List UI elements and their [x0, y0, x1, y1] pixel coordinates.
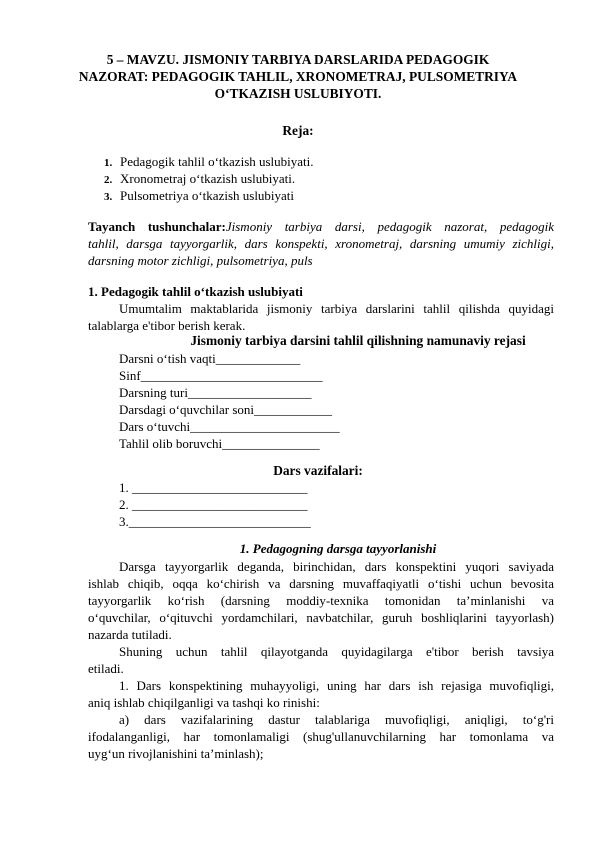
- task-line: 1. ___________________________: [119, 480, 308, 495]
- form-field: Darsdagi o‘quvchilar soni____________: [119, 402, 333, 417]
- task-line: 2. ___________________________: [119, 497, 308, 512]
- plan-item: [104, 187, 294, 206]
- paragraph-line: etiladi.: [88, 661, 124, 676]
- title-line: 5 – MAVZU. JISMONIY TARBIYA DARSLARIDA PEDAGOGIK: [106, 52, 490, 67]
- paragraph-line: tayyorgarlik ko‘rish (darsning moddiy-texnika tomonidan ta’minlanishi va: [88, 593, 554, 608]
- form-field: Darsni o‘tish vaqti_____________: [119, 351, 301, 366]
- section-heading: 1. Pedagogik tahlil o‘tkazish uslubiyati: [88, 284, 303, 299]
- form-field: Tahlil olib boruvchi_______________: [119, 436, 320, 451]
- plan-item-number: 1.: [104, 157, 113, 169]
- plan-item-text: Pedagogik tahlil o‘tkazish uslubiyati.: [120, 154, 314, 169]
- form-field: Darsning turi___________________: [119, 385, 312, 400]
- paragraph-line: ifodalanganligi, har tomonlamaligi (shug'ullanuvchilarning har tomonlama va: [88, 729, 554, 744]
- tasks-heading: Dars vazifalari:: [273, 463, 363, 478]
- key-terms-line: [88, 218, 554, 235]
- paragraph-line: talablarga e'tibor berish kerak.: [88, 318, 246, 333]
- paragraph-line: Darsga tayyorgarlik deganda, birinchidan, dars konspektini yuqori saviyada: [119, 559, 554, 574]
- key-terms-line: tahlil, darsga tayyorgarlik, dars konspekti, xronometraj, darsning umumiy zichligi,: [88, 236, 554, 251]
- paragraph-line: o‘quvchilar, o‘qituvchi yordamchilari, navbatchilar, guruh boshliqlarini tayyorlash): [88, 610, 554, 625]
- plan-item-number: 2.: [104, 174, 113, 186]
- plan-heading: Reja:: [282, 123, 314, 138]
- title-line: O‘TKAZISH USLUBIYOTI.: [214, 86, 382, 101]
- paragraph-line: Umumtalim maktablarida jismoniy tarbiya darslarini tahlil qilishda quyidagi: [119, 301, 554, 316]
- title-line: NAZORAT: PEDAGOGIK TAHLIL, XRONOMETRAJ, PULSOMETRIYA: [78, 69, 518, 84]
- subsection-heading: 1. Pedagogning darsga tayyorlanishi: [239, 541, 437, 556]
- form-field: Dars o‘tuvchi_______________________: [119, 419, 340, 434]
- paragraph-line: nazarda tutiladi.: [88, 627, 172, 642]
- paragraph-line: a) dars vazifalarining dastur talablariga muvofiqligi, aniqligi, to‘g'ri: [119, 712, 554, 727]
- paragraph-line: ishlab chiqib, oqqa ko‘chirish va darsning muvaffaqiyatli o‘tishi uchun bevosita: [88, 576, 554, 591]
- task-line: 3.____________________________: [119, 514, 311, 529]
- key-terms-text: Jismoniy tarbiya darsi, pedagogik nazorat, pedagogik: [225, 219, 554, 234]
- paragraph-line: 1. Dars konspektining muhayyoligi, uning har dars ish rejasiga muvofiqligi,: [119, 678, 554, 693]
- key-terms-line: darsning motor zichligi, pulsometriya, puls: [88, 253, 313, 268]
- scheme-heading: Jismoniy tarbiya darsini tahlil qilishning namunaviy rejasi: [190, 333, 526, 348]
- plan-item-text: Pulsometriya o‘tkazish uslubiyati: [120, 188, 295, 203]
- plan-item-text: Xronometraj o‘tkazish uslubiyati.: [120, 171, 296, 186]
- paragraph-line: aniq ishlab chiqilganligi va tashqi ko rinishi:: [88, 695, 320, 710]
- document-title: [70, 51, 526, 102]
- paragraph-line: uyg‘un rivojlanishini ta’minlash);: [88, 746, 264, 761]
- key-terms-label: Tayanch tushunchalar:: [88, 219, 226, 234]
- plan-item-number: 3.: [104, 191, 113, 203]
- paragraph-line: Shuning uchun tahlil qilayotganda quyidagilarga e'tibor berish tavsiya: [119, 644, 554, 659]
- form-field: Sinf____________________________: [119, 368, 323, 383]
